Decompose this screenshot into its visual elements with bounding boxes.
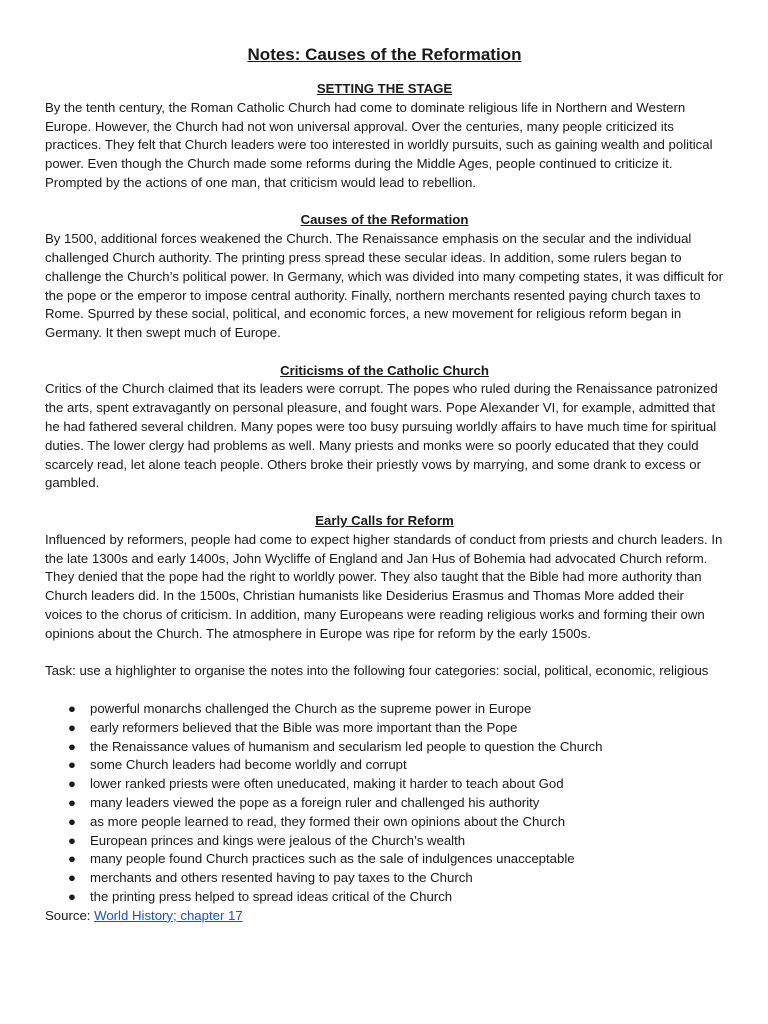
section-heading: Causes of the Reformation bbox=[300, 212, 469, 228]
list-item-text: lower ranked priests were often uneducated, making it harder to teach about God bbox=[90, 776, 564, 792]
section-causes-of-the-reformation bbox=[45, 211, 724, 342]
list-item bbox=[68, 775, 724, 794]
list-item bbox=[68, 700, 724, 719]
list-item bbox=[68, 888, 724, 907]
bullet-icon: ● bbox=[68, 700, 76, 716]
section-early-calls-for-reform bbox=[45, 512, 724, 643]
section-body: By the tenth century, the Roman Catholic Church had come to dominate religious life in Northern and Western Europe. However, the Church had not won universal approval. Over the centuries, many people criticized its practices. They felt that Church leaders were too interested in worldly pursuits, such as gaining wealth and political power. Even though the Church made some reforms during the Middle Ages, people continued to criticize it. Prompted by the actions of one man, that criticism would lead to rebellion. bbox=[45, 99, 713, 190]
bullet-icon: ● bbox=[68, 794, 76, 810]
list-item bbox=[68, 869, 724, 888]
list-item bbox=[68, 813, 724, 832]
section-body: Critics of the Church claimed that its leaders were corrupt. The popes who ruled during the Renaissance patronized the arts, spent extravagantly on personal pleasure, and fought wars. Pope Alexander VI, for example, admitted that he had fathered several children. Many popes were too busy pursuing worldly affairs to have much time for spiritual duties. The lower clergy had problems as well. Many priests and monks were so poorly educated that they could scarcely read, let alone teach people. Others broke their priestly vows by marrying, and some drank to excess or gambled. bbox=[45, 381, 718, 491]
bullet-icon: ● bbox=[68, 851, 76, 867]
source-link[interactable]: World History; chapter 17 bbox=[94, 907, 243, 923]
list-item bbox=[68, 756, 724, 775]
list-item-text: many people found Church practices such as the sale of indulgences unacceptable bbox=[90, 851, 575, 867]
section-heading: Early Calls for Reform bbox=[315, 513, 454, 529]
section-heading: SETTING THE STAGE bbox=[316, 81, 453, 96]
list-item-text: the printing press helped to spread ideas critical of the Church bbox=[90, 888, 453, 904]
bullet-icon: ● bbox=[68, 888, 76, 904]
list-item-text: powerful monarchs challenged the Church as the supreme power in Europe bbox=[90, 700, 532, 716]
bullet-list bbox=[45, 700, 724, 907]
list-item bbox=[68, 738, 724, 757]
bullet-icon: ● bbox=[68, 776, 76, 792]
list-item-text: early reformers believed that the Bible was more important than the Pope bbox=[90, 719, 518, 735]
list-item-text: as more people learned to read, they formed their own opinions about the Church bbox=[90, 813, 566, 829]
section-setting-the-stage bbox=[45, 80, 724, 193]
source-line bbox=[45, 907, 724, 926]
list-item bbox=[68, 832, 724, 851]
bullet-icon: ● bbox=[68, 738, 76, 754]
list-item-text: European princes and kings were jealous of the Church’s wealth bbox=[90, 832, 466, 848]
bullet-icon: ● bbox=[68, 870, 76, 886]
list-item bbox=[68, 719, 724, 738]
list-item-text: the Renaissance values of humanism and secularism led people to question the Church bbox=[90, 738, 603, 754]
source-label: Source: bbox=[45, 907, 95, 923]
list-item bbox=[68, 850, 724, 869]
page-title: Notes: Causes of the Reformation bbox=[247, 45, 522, 64]
list-item-text: merchants and others resented having to pay taxes to the Church bbox=[90, 870, 473, 886]
bullet-icon: ● bbox=[68, 757, 76, 773]
section-body: Influenced by reformers, people had come to expect higher standards of conduct from priests and church leaders. In the late 1300s and early 1400s, John Wycliffe of England and Jan Hus of Bohemia had advocated Church reform. They denied that the pope had the right to worldly power. They also taught that the Bible had more authority than Church leaders did. In the 1500s, Christian humanists like Desiderius Erasmus and Thomas More added their voices to the chorus of criticism. In addition, many Europeans were reading religious works and forming their own opinions about the Church. The atmosphere in Europe was ripe for reform by the early 1500s. bbox=[45, 531, 723, 641]
list-item-text: many leaders viewed the pope as a foreign ruler and challenged his authority bbox=[90, 794, 540, 810]
section-heading: Criticisms of the Catholic Church bbox=[280, 362, 489, 378]
task-instructions: Task: use a highlighter to organise the notes into the following four categories: social, political, economic, religious bbox=[45, 663, 709, 679]
section-criticisms-of-the-catholic-church bbox=[45, 362, 724, 493]
bullet-icon: ● bbox=[68, 813, 76, 829]
bullet-icon: ● bbox=[68, 832, 76, 848]
list-item bbox=[68, 794, 724, 813]
bullet-icon: ● bbox=[68, 719, 76, 735]
list-item-text: some Church leaders had become worldly and corrupt bbox=[90, 757, 407, 773]
section-body: By 1500, additional forces weakened the Church. The Renaissance emphasis on the secular and the individual challenged Church authority. The printing press spread these secular ideas. In addition, some rulers began to challenge the Church’s political power. In Germany, which was divided into many competing states, it was difficult for the pope or the emperor to impose central authority. Finally, northern merchants resented paying church taxes to Rome. Spurred by these social, political, and economic forces, a new movement for religious reform began in Germany. It then swept much of Europe. bbox=[45, 231, 724, 341]
